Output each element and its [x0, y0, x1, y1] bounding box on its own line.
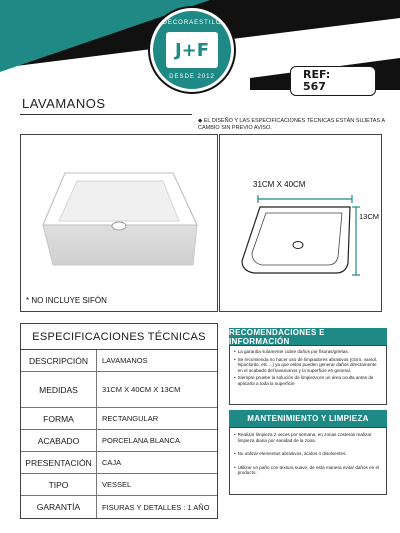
bullet-icon: • [234, 349, 236, 354]
dimension-drawing-panel [219, 134, 382, 312]
list-item [234, 375, 382, 386]
recommendations-box [229, 345, 387, 405]
disclaimer-text: EL DISEÑO Y LAS ESPECIFICACIONES TÉCNICAS ESTÁN SUJETAS A CAMBIO SIN PREVIO AVISO. [198, 118, 385, 131]
spec-label: GARANTÍA [21, 496, 97, 518]
ref-label: REF: [303, 68, 331, 81]
ref-value: 567 [303, 80, 326, 93]
bullet-icon: • [234, 375, 236, 381]
spec-value: VESSEL [102, 480, 132, 489]
spec-label: TIPO [21, 474, 97, 495]
reference-box [290, 66, 376, 96]
list-item-text: Realizar limpieza 2 veces por semana, en zonas costeras realizar limpieza diaria por sanidad de la zona. [237, 432, 372, 443]
table-row [21, 350, 217, 372]
brand-logo [150, 8, 234, 92]
table-row [21, 452, 217, 474]
dimension-height-label: 13CM [359, 212, 380, 221]
spec-label: FORMA [21, 408, 97, 429]
list-item-text: No utilizar elementos abrasivos, ácidos o disolventes. [237, 451, 347, 457]
list-item [234, 465, 382, 476]
spec-value: PORCELANA BLANCA [102, 436, 180, 445]
list-item [234, 357, 382, 374]
maintenance-heading: MANTENIMIENTO Y LIMPIEZA [229, 410, 387, 427]
table-row [21, 474, 217, 496]
sink-diagram [220, 135, 381, 311]
dimension-width-label: 31CM X 40CM [253, 180, 306, 189]
specs-heading: ESPECIFICACIONES TÉCNICAS [21, 324, 217, 350]
no-siphon-note: * NO INCLUYE SIFÓN [26, 296, 107, 305]
bullet-icon: ◆ [198, 118, 204, 124]
title-underline [20, 114, 192, 115]
page-title: LAVAMANOS [22, 96, 106, 111]
list-item-text: Se recomienda no hacer uso de limpiadores abrasivos (cloro, varsol, hipoclorito, etc....) ya que estos pueden generar daños directamente en el acabado del lavamanos y la superficie en general. [237, 356, 378, 373]
list-item-text: Siempre pruebe la solución de limpieza en un área oculta antes de aplicarla a toda la superficie [237, 375, 374, 386]
bullet-icon: • [234, 432, 236, 437]
bullet-icon: • [234, 451, 236, 457]
logo-top-text: DECORAESTILO [162, 20, 222, 26]
sink-photo [21, 135, 217, 311]
table-row [21, 496, 217, 518]
table-row [21, 430, 217, 452]
list-item [234, 432, 382, 443]
table-row [21, 372, 217, 408]
spec-value: CAJA [102, 458, 122, 467]
specs-table [20, 323, 218, 519]
spec-value: RECTANGULAR [102, 414, 159, 423]
spec-label: MEDIDAS [21, 372, 97, 407]
spec-label: PRESENTACIÓN [21, 452, 97, 473]
list-item-text: La garantía solamente cubre daños por fisuras/grietas. [237, 349, 349, 354]
maintenance-box [229, 427, 387, 495]
spec-value: 31CM X 40CM X 13CM [102, 385, 181, 394]
list-item-text: Utilizar un paño con textura suave, de esta manera evitar daños en el producto. [237, 464, 380, 476]
spec-value: LAVAMANOS [102, 356, 148, 365]
disclaimer [198, 118, 398, 132]
bullet-icon: • [234, 464, 236, 470]
logo-bottom-text: DESDE 2012 [169, 74, 215, 80]
bullet-icon: • [234, 356, 236, 362]
spec-label: ACABADO [21, 430, 97, 451]
list-item [234, 451, 382, 457]
product-photo-panel [20, 134, 218, 312]
list-item [234, 349, 382, 355]
table-row [21, 408, 217, 430]
spec-value: FISURAS Y DETALLES : 1 AÑO [102, 502, 210, 512]
spec-label: DESCRIPCIÓN [21, 350, 97, 371]
logo-mark: J+F [166, 32, 218, 68]
recommendations-heading: RECOMENDACIONES E INFORMACIÓN [229, 328, 387, 345]
